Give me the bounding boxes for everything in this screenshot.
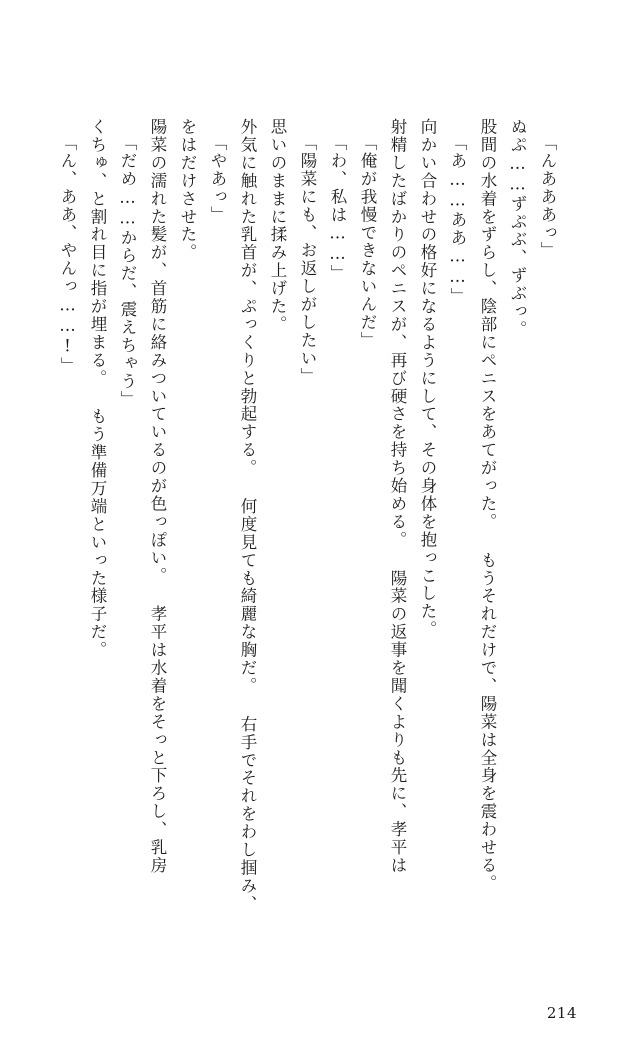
text-line: 「ん、ああ、やんっ……!」 [58,134,77,375]
text-line: 思いのままに揉み上げた。 [268,118,287,334]
text-line: 「だめ……からだ、震えちゃう」 [118,134,137,409]
text-line: 「陽菜にも、お返しがしたい」 [298,134,317,386]
text-line: ぬぷ……ずぷぶ、ずぶっ。 [508,118,527,339]
text-line: くちゅ、と割れ目に指が埋まる。 もう準備万端といった様子だ。 [88,118,107,659]
text-line: 「わ、私は……」 [328,134,347,283]
page-number: 214 [546,1004,577,1022]
text-line: 股間の水着をずらし、陰部にペニスをあてがった。 もうそれだけで、陽菜は全身を震わせる。 [478,118,497,893]
vertical-text-body [45,118,575,978]
text-line: 「んあああっ」 [538,134,557,260]
text-line: 「俺が我慢できないんだ」 [358,134,377,350]
text-line: 向かい合わせの格好になるようにして、その身体を抱っこした。 [418,118,437,639]
text-line: をはだけさせた。 [178,118,197,262]
text-line: 「あ……ああ……」 [448,134,467,306]
text-line: 陽菜の濡れた髪が、首筋に絡みついているのが色っぽい。 孝平は水着をそっと下ろし、乳房 [148,118,167,875]
text-line: 外気に触れた乳首が、ぷっくりと勃起する。 何度見ても綺麗な胸だ。 右手でそれをわし掴み、 [238,118,257,913]
text-line: 「やあっ」 [208,134,227,224]
text-line: 射精したばかりのペニスが、再び硬さを持ち始める。 陽菜の返事を聞くよりも先に、孝平は [388,118,407,875]
